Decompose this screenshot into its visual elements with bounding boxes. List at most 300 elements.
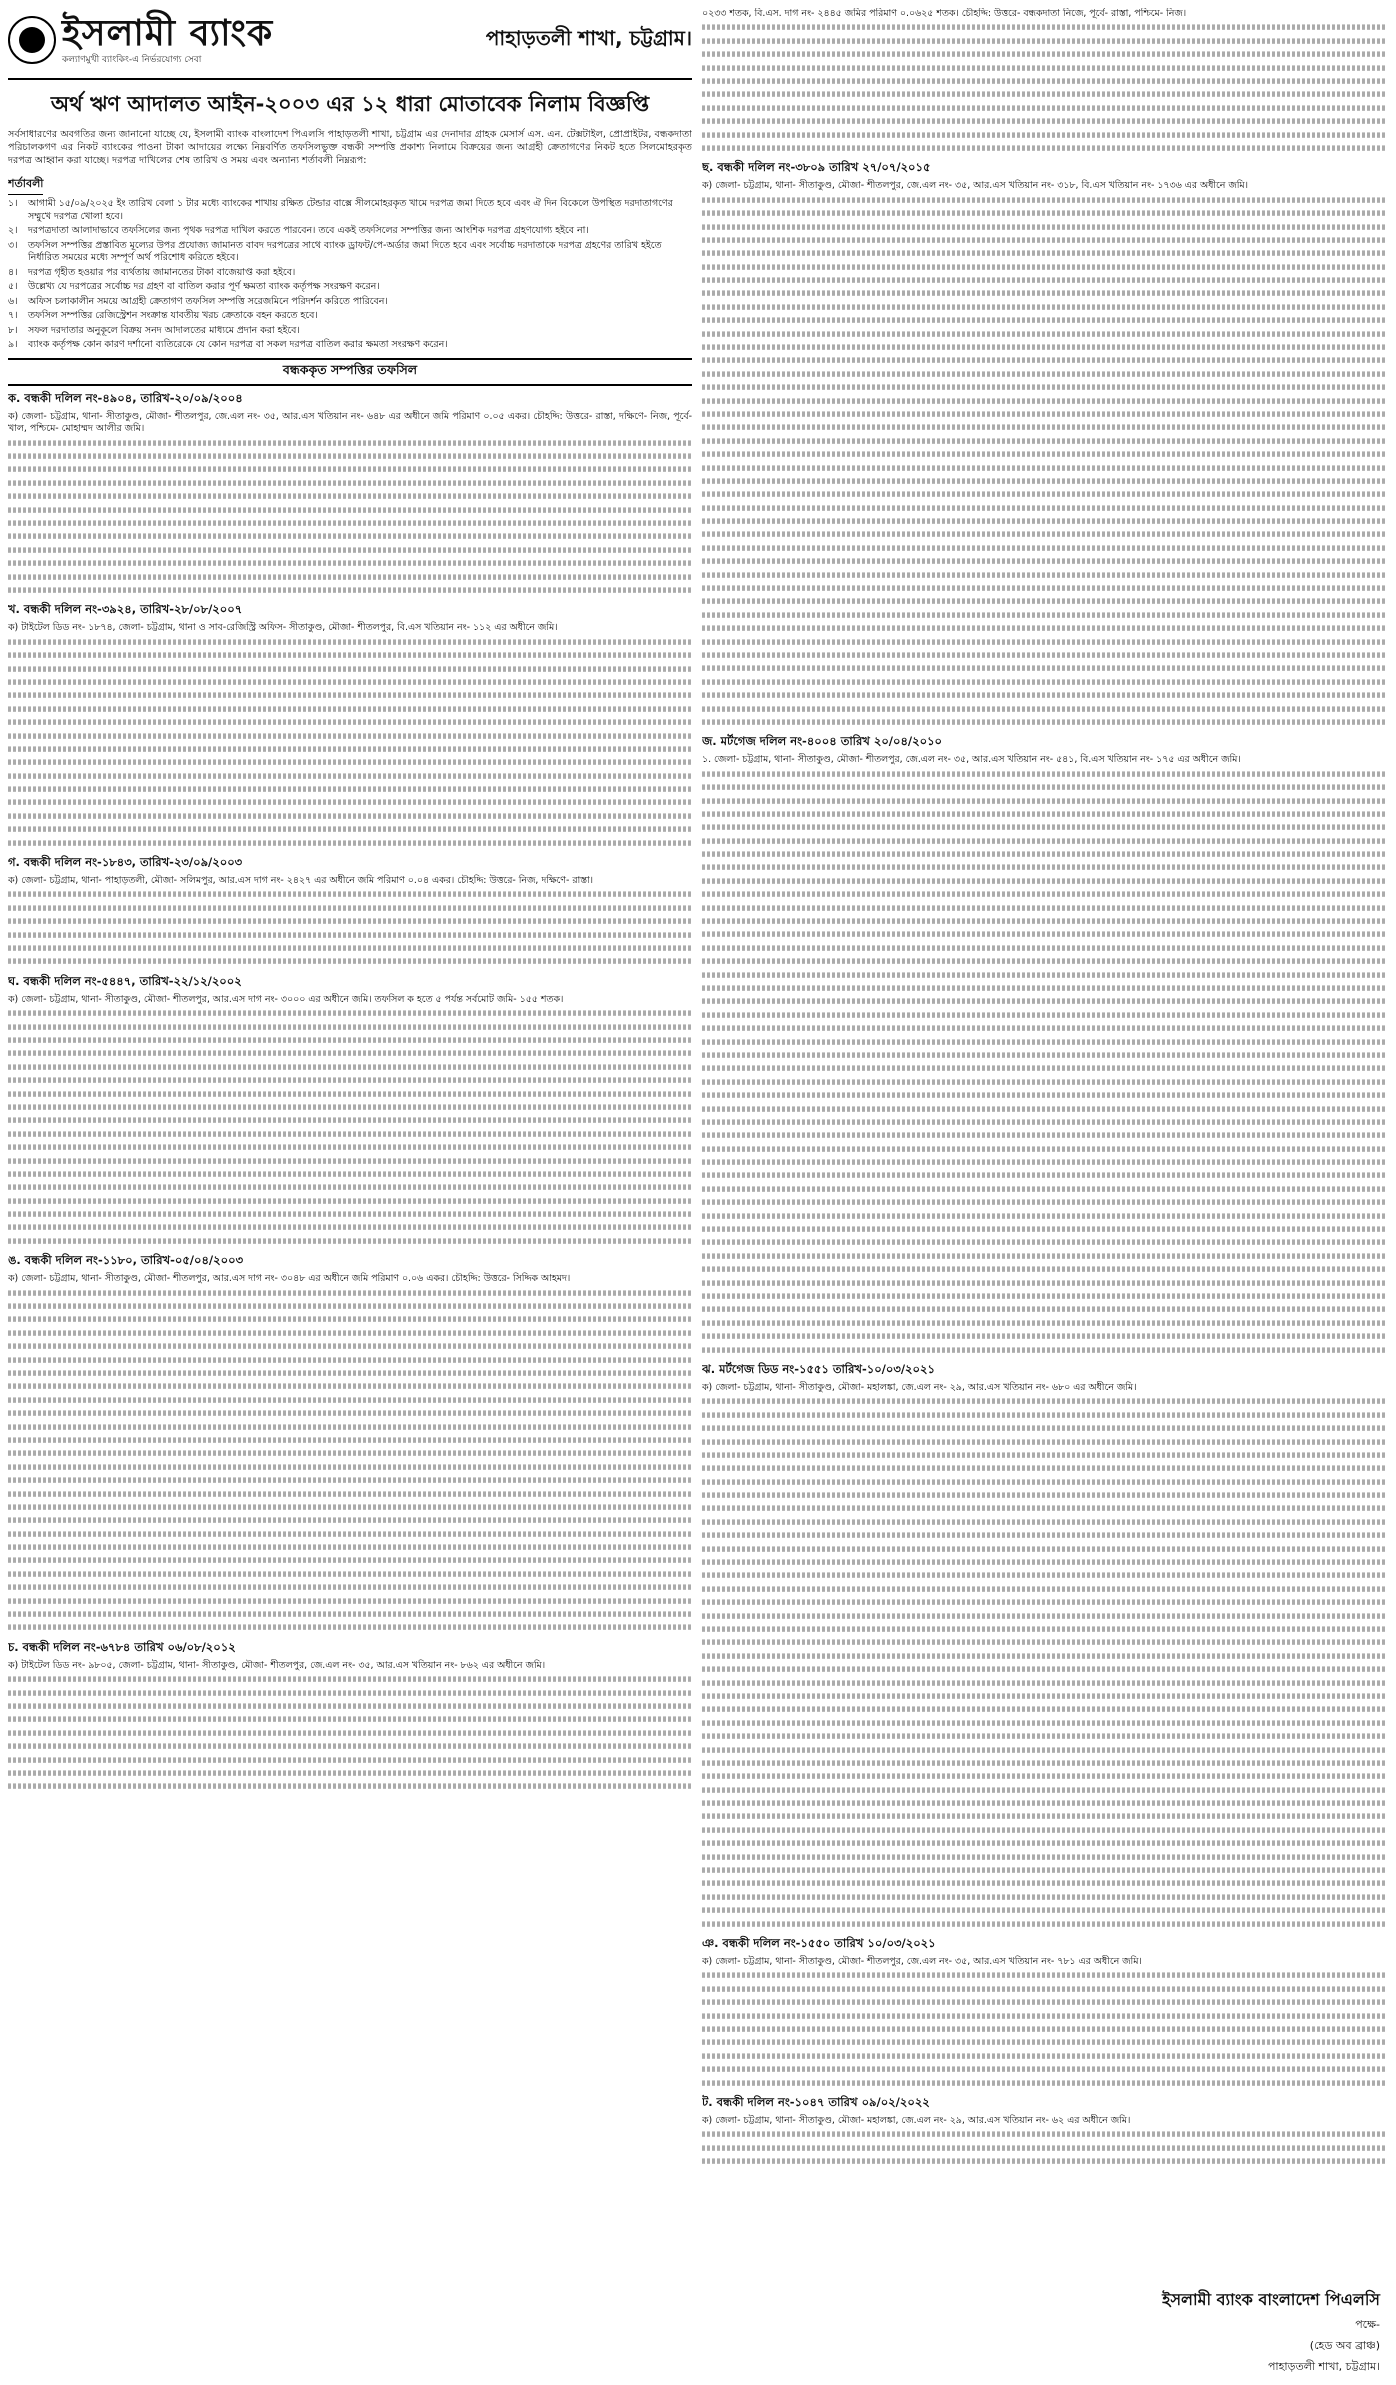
deed-text-line: [702, 1573, 1386, 1579]
conditions-title: শর্তাবলী: [8, 175, 43, 195]
deed-text-line: [702, 277, 1386, 283]
deed-text-line: [702, 1307, 1386, 1313]
condition-item: [8, 296, 692, 309]
deed-text-line: [8, 746, 692, 752]
deed-text-line: [8, 892, 692, 898]
deed-text-line: [8, 507, 692, 513]
deed-text-line: [702, 1774, 1386, 1780]
deed-text-line: [702, 1908, 1386, 1914]
deed-text-line: [702, 959, 1386, 965]
deed-text-line: [702, 1492, 1386, 1498]
deed-text-line: [8, 1518, 692, 1524]
deed-text-line: [702, 358, 1386, 364]
deed-heading: ঙ. বন্ধকী দলিল নং-১১৮০, তারিখ-০৫/০৪/২০০৩: [8, 1253, 244, 1268]
deed-text-line: [8, 706, 692, 712]
deed-text-line: [702, 344, 1386, 350]
deed-text-line: [8, 1411, 692, 1417]
condition-item: [8, 310, 692, 323]
deed-text-line: [8, 1770, 692, 1776]
deed-text-line: [702, 1787, 1386, 1793]
deed-text-line: [702, 1693, 1386, 1699]
deed-text-line: [702, 52, 1386, 58]
deed-section: [8, 973, 692, 1247]
deed-text-line: [702, 1334, 1386, 1340]
condition-text: অফিস চলাকালীন সময়ে আগ্রহী ক্রেতাগণ তফসিল সম্পত্তি সরেজমিনে পরিদর্শন করিতে পারিবেন।: [28, 295, 388, 307]
deed-text-line: [8, 693, 692, 699]
deed-text-line: [702, 291, 1386, 297]
deed-text-line: [702, 105, 1386, 111]
deed-text-line: [702, 1921, 1386, 1927]
deed-text-line: [702, 1894, 1386, 1900]
deed-text-line: [8, 1784, 692, 1790]
deed-text-line: [702, 132, 1386, 138]
deed-text-line: [702, 1747, 1386, 1753]
deed-text-line: [8, 1185, 692, 1191]
deed-text-line: [702, 2013, 1386, 2019]
deed-text-line: [702, 706, 1386, 712]
signature-block: [1162, 2287, 1380, 2377]
deed-text-line: [702, 492, 1386, 498]
deed-text-line: [702, 1973, 1386, 1979]
deed-text-line: [8, 1037, 692, 1043]
deed-text-line: [702, 2145, 1386, 2151]
deed-text-line: [702, 465, 1386, 471]
deed-text-line: [702, 1586, 1386, 1592]
deed-text-line: [702, 1426, 1386, 1432]
deed-text-line: [702, 532, 1386, 538]
deed-text-line: [702, 545, 1386, 551]
deed-text-line: [702, 1159, 1386, 1165]
deed-text-line: [702, 1720, 1386, 1726]
deed-text-line: [702, 785, 1386, 791]
deed-text-line: [702, 1452, 1386, 1458]
deed-text-line: [702, 1600, 1386, 1606]
deed-text-line: [702, 1106, 1386, 1112]
deed-text-line: [702, 1559, 1386, 1565]
deed-text-line: [8, 773, 692, 779]
deed-text-line: [8, 666, 692, 672]
deed-text-line: [8, 1424, 692, 1430]
condition-text: তফসিল সম্পত্তির রেজিস্ট্রেশন সংক্রান্ত যাবতীয় খরচ ক্রেতাকে বহন করতে হবে।: [28, 310, 318, 322]
deed-text-line: [8, 1104, 692, 1110]
deed-text-line: [8, 1078, 692, 1084]
deed-text-line: [702, 666, 1386, 672]
deed-text-line: [702, 945, 1386, 951]
deed-text-line: [8, 919, 692, 925]
condition-number: ১।: [8, 198, 18, 210]
deed-text-line: [702, 1253, 1386, 1259]
deeds-right-list: [702, 8, 1386, 2167]
condition-text: ব্যাংক কর্তৃপক্ষ কোন কারণ দর্শানো ব্যতিরেকে যে কোন দরপত্র বা সকল দরপত্র বাতিল করার ক্ষমতা সংরক্ষণ করেন।: [28, 339, 448, 351]
deed-text-line: [702, 2132, 1386, 2138]
deed-body: ক) জেলা- চট্টগ্রাম, থানা- সীতাকুণ্ড, মৌজা- শীতলপুর, জে.এল নং- ৩৫, আর.এস খতিয়ান নং- ৬৪৮ এর অধীনে জমি পরিমাণ ০.০৫ একর। চৌহদ্দি: উত্তরে- রাস্তা, দক্ষিণে- নিজ, পূর্বে- খাল, পশ্চিমে- মোহাম্মদ আলীর জমি।: [8, 410, 692, 435]
deed-text-line: [702, 811, 1386, 817]
branch-name: পাহাড়তলী শাখা, চট্টগ্রাম।: [485, 25, 692, 50]
deed-text-line: [8, 547, 692, 553]
deed-text-line: [702, 478, 1386, 484]
notice-intro: সর্বসাধারণের অবগতির জন্য জানানো যাচ্ছে যে, ইসলামী ব্যাংক বাংলাদেশ পিএলসি পাহাড়তলী শাখা, চট্টগ্রাম এর দেনাদার গ্রাহক মেসার্স এস. এন. টেক্সটাইল, প্রোপ্রাইটর, বন্ধকদাতা পরিচালকগণ এর নিকট ব্যাংকের পাওনা টাকা আদায়ের লক্ষ্যে নিম্নবর্ণিত তফসিলভুক্ত বন্ধকী সম্পত্তি প্রকাশ্য নিলামে বিক্রয়ের জন্য আগ্রহী ক্রেতাগণের নিকট হতে সিলমোহরকৃত দরপত্র আহ্বান করা যাচ্ছে। দরপত্র দাখিলের শেষ তারিখ ও সময় এবং অন্যান্য শর্তাবলী নিম্নরূপ:: [8, 129, 692, 166]
deed-heading: ছ. বন্ধকী দলিল নং-৩৮০৯ তারিখ ২৭/০৭/২০১৫: [702, 160, 931, 175]
schedule-title: বন্ধককৃত সম্পত্তির তফসিল: [8, 358, 692, 386]
deed-text-line: [8, 1598, 692, 1604]
deed-text-line: [702, 1039, 1386, 1045]
deed-section: [702, 1935, 1386, 2089]
deed-text-line: [702, 599, 1386, 605]
deed-section: [8, 854, 692, 968]
deed-text-line: [702, 719, 1386, 725]
deed-text-line: [702, 1066, 1386, 1072]
deed-text-line: [8, 1677, 692, 1683]
deed-text-line: [702, 652, 1386, 658]
deed-text-line: [702, 385, 1386, 391]
condition-number: ৭।: [8, 310, 18, 322]
deed-section: [8, 390, 692, 597]
deed-text-line: [702, 679, 1386, 685]
deed-text-line: [8, 1290, 692, 1296]
deed-body: ক) জেলা- চট্টগ্রাম, থানা- পাহাড়তলী, মৌজা- সলিমপুর, আর.এস দাগ নং- ২৪২৭ এর অধীনে জমি পরিমাণ ০.০৪ একর। চৌহদ্দি: উত্তরে- নিজ, দক্ষিণে- রাস্তা।: [8, 875, 594, 887]
signature-head: (হেড অব ব্রাঞ্চ): [1309, 2339, 1380, 2352]
deed-text-line: [8, 679, 692, 685]
right-column: [702, 8, 1386, 2385]
deed-text-line: [702, 693, 1386, 699]
deed-text-line: [8, 1478, 692, 1484]
deed-body: ক) টাইটেল ডিড নং- ৯৮০৫, জেলা- চট্টগ্রাম, থানা- সীতাকুণ্ড, মৌজা- শীতলপুর, জে.এল নং- ৩৫, আর.এস খতিয়ান নং- ৮৬২ এর অধীনে জমি।: [8, 1659, 546, 1671]
deed-text-line: [8, 1024, 692, 1030]
deed-body: ১. জেলা- চট্টগ্রাম, থানা- সীতাকুণ্ড, মৌজা- শীতলপুর, জে.এল নং- ৩৫, আর.এস খতিয়ান নং- ৫৪১, বি.এস খতিয়ান নং- ১৭৫ এর অধীনে জমি।: [702, 754, 1241, 766]
condition-item: [8, 240, 692, 265]
deed-text-line: [702, 65, 1386, 71]
deed-text-line: [702, 1800, 1386, 1806]
deed-text-line: [702, 452, 1386, 458]
deed-text-line: [702, 1546, 1386, 1552]
deed-text-line: [8, 813, 692, 819]
deed-text-line: [702, 1093, 1386, 1099]
deed-text-line: [8, 561, 692, 567]
deed-text-line: [8, 1225, 692, 1231]
deed-text-line: [8, 905, 692, 911]
deed-text-line: [702, 505, 1386, 511]
deed-text-line: [8, 440, 692, 446]
deed-text-line: [702, 1881, 1386, 1887]
deed-text-line: [8, 494, 692, 500]
condition-item: [8, 325, 692, 338]
deed-body: ক) জেলা- চট্টগ্রাম, থানা- সীতাকুণ্ড, মৌজা- শীতলপুর, আর.এস দাগ নং- ৩০০০ এর অধীনে জমি। তফসিল ক হতে ৫ পর্যন্ত সর্বমোট জমি- ১৫৫ শতক।: [8, 993, 564, 1005]
deed-text-line: [702, 1854, 1386, 1860]
deed-text-line: [8, 1717, 692, 1723]
deed-text-line: [8, 1064, 692, 1070]
condition-text: দরপত্র গৃহীত হওয়ার পর ব্যর্থতায় জামানতের টাকা বাজেয়াপ্ত করা হইবে।: [28, 266, 296, 278]
deed-text-line: [8, 1211, 692, 1217]
deed-text-line: [702, 626, 1386, 632]
deed-text-line: [8, 520, 692, 526]
left-column: [8, 8, 692, 2385]
deed-section: [8, 1252, 692, 1634]
deed-section: [702, 159, 1386, 728]
condition-item: [8, 198, 692, 223]
deed-text-line: [8, 1198, 692, 1204]
deed-text-line: [8, 1437, 692, 1443]
condition-text: সফল দরদাতার অনুকূলে বিক্রয় সনদ আদালতের মাধ্যমে প্রদান করা হইবে।: [28, 324, 300, 336]
deed-text-line: [702, 2053, 1386, 2059]
deed-text-line: [702, 211, 1386, 217]
deed-text-line: [8, 787, 692, 793]
deed-text-line: [8, 1158, 692, 1164]
deed-text-line: [8, 1571, 692, 1577]
deed-text-line: [8, 653, 692, 659]
conditions-list: [8, 198, 692, 352]
deed-text-line: [702, 25, 1386, 31]
bank-name: ইসলামী ব্যাংক: [62, 11, 274, 54]
deed-body: ক) জেলা- চট্টগ্রাম, থানা- সীতাকুণ্ড, মৌজা- শীতলপুর, আর.এস দাগ নং- ৩০৪৮ এর অধীনে জমি পরিমাণ ০.০৬ একর। চৌহদ্দি: উত্তরে- সিদ্দিক আহমদ।: [8, 1273, 571, 1285]
deed-text-line: [8, 1544, 692, 1550]
bank-logo: [8, 11, 274, 67]
deed-text-line: [702, 559, 1386, 565]
deed-text-line: [702, 1827, 1386, 1833]
condition-text: আগামী ১৫/০৯/২০২৫ ইং তারিখ বেলা ১ টার মধ্যে ব্যাংকের শাখায় রক্ষিত টেন্ডার বাক্সে সীলমোহরকৃত খামে দরপত্র জমা দিতে হবে এবং ঐ দিন বিকেলে উপস্থিত দরদাতাগণের সম্মুখে দরপত্র খোলা হবে।: [28, 198, 673, 222]
signature-branch: পাহাড়তলী শাখা, চট্টগ্রাম।: [1267, 2360, 1380, 2373]
deed-text-line: [8, 945, 692, 951]
deed-text-line: [702, 2080, 1386, 2086]
deed-text-line: [8, 1585, 692, 1591]
deed-text-line: [702, 771, 1386, 777]
deed-text-line: [702, 1226, 1386, 1232]
deed-heading: ঘ. বন্ধকী দলিল নং-৫৪৪৭, তারিখ-২২/১২/২০০২: [8, 973, 242, 988]
deed-text-line: [8, 1703, 692, 1709]
deed-text-line: [702, 1734, 1386, 1740]
deed-text-line: [702, 1519, 1386, 1525]
deed-text-line: [702, 2026, 1386, 2032]
bank-tagline: কল্যাণমুখী ব্যাংকিং-এ নির্ভরযোগ্য সেবা: [62, 54, 202, 65]
deed-text-line: [702, 1680, 1386, 1686]
deed-section: [702, 2094, 1386, 2168]
signature-pokkhe: পক্ষে-: [1355, 2318, 1380, 2331]
deed-section: [8, 601, 692, 849]
deed-text-line: [702, 1200, 1386, 1206]
deed-text-line: [702, 264, 1386, 270]
deed-text-line: [702, 78, 1386, 84]
deed-text-line: [702, 1293, 1386, 1299]
deed-text-line: [702, 1186, 1386, 1192]
deed-text-line: [702, 838, 1386, 844]
deed-heading: গ. বন্ধকী দলিল নং-১৮৪৩, তারিখ-২৩/০৯/২০০৩: [8, 855, 243, 870]
deed-text-line: [8, 932, 692, 938]
deed-text-line: [8, 1504, 692, 1510]
deed-heading: ঞ. বন্ধকী দলিল নং-১৫৫০ তারিখ ১০/০৩/২০২১: [702, 1935, 936, 1950]
deed-text-line: [702, 1439, 1386, 1445]
deed-body: ক) জেলা- চট্টগ্রাম, থানা- সীতাকুণ্ড, মৌজা- মহালঙ্কা, জে.এল নং- ২৯, আর.এস খতিয়ান নং- ৬২ এর অধীনে জমি।: [702, 2114, 1131, 2126]
condition-item: [8, 225, 692, 238]
deed-text-line: [702, 331, 1386, 337]
deed-text-line: [8, 1303, 692, 1309]
deed-body: ০২৩৩ শতক, বি.এস. দাগ নং- ২৪৪৫ জমির পরিমাণ ০.০৬২৫ শতক। চৌহদ্দি: উত্তরে- বন্ধকদাতা নিজে, পূর্বে- রাস্তা, পশ্চিমে- নিজ।: [702, 8, 1187, 19]
condition-number: ৬।: [8, 295, 18, 307]
deed-text-line: [8, 1357, 692, 1363]
deed-text-line: [702, 1173, 1386, 1179]
deed-text-line: [702, 2067, 1386, 2073]
deed-text-line: [702, 612, 1386, 618]
deed-text-line: [702, 145, 1386, 151]
deed-text-line: [8, 1370, 692, 1376]
deed-text-line: [702, 1240, 1386, 1246]
deed-text-line: [702, 825, 1386, 831]
notice-header: [8, 8, 692, 80]
deed-text-line: [8, 827, 692, 833]
deed-text-line: [702, 1613, 1386, 1619]
condition-number: ২।: [8, 225, 18, 237]
deed-section: [702, 8, 1386, 154]
deed-text-line: [8, 454, 692, 460]
deed-text-line: [8, 840, 692, 846]
deed-text-line: [702, 639, 1386, 645]
deed-text-line: [702, 38, 1386, 44]
deed-body: ক) জেলা- চট্টগ্রাম, থানা- সীতাকুণ্ড, মৌজা- শীতলপুর, জে.এল নং- ৩৫, আর.এস খতিয়ান নং- ৩১৮, বি.এস খতিয়ান নং- ১৭৩৬ এর অধীনে জমি।: [702, 180, 1248, 192]
deed-text-line: [8, 1611, 692, 1617]
deed-text-line: [8, 1131, 692, 1137]
condition-item: [8, 267, 692, 280]
deed-text-line: [702, 1399, 1386, 1405]
deed-text-line: [702, 572, 1386, 578]
deed-text-line: [702, 1012, 1386, 1018]
deed-text-line: [702, 1052, 1386, 1058]
deed-text-line: [702, 1133, 1386, 1139]
deed-text-line: [702, 1653, 1386, 1659]
condition-item: [8, 281, 692, 294]
deed-text-line: [702, 398, 1386, 404]
deed-text-line: [8, 1757, 692, 1763]
deed-text-line: [702, 865, 1386, 871]
deed-text-line: [702, 1506, 1386, 1512]
deed-section: [702, 733, 1386, 1356]
deed-text-line: [702, 304, 1386, 310]
deed-text-line: [702, 224, 1386, 230]
deed-text-line: [702, 197, 1386, 203]
deed-text-line: [702, 1412, 1386, 1418]
deed-text-line: [702, 1533, 1386, 1539]
deed-heading: ঝ. মর্টগেজ ডিড নং-১৫৫১ তারিখ-১০/০৩/২০২১: [702, 1361, 935, 1376]
deed-text-line: [702, 999, 1386, 1005]
deed-text-line: [702, 878, 1386, 884]
deed-text-line: [702, 1320, 1386, 1326]
deed-text-line: [702, 892, 1386, 898]
deed-text-line: [8, 959, 692, 965]
deed-text-line: [702, 1079, 1386, 1085]
deed-text-line: [8, 1091, 692, 1097]
signature-bank: ইসলামী ব্যাংক বাংলাদেশ পিএলসি: [1162, 2290, 1380, 2309]
deed-text-line: [702, 585, 1386, 591]
deed-text-line: [8, 1145, 692, 1151]
condition-number: ৩।: [8, 239, 18, 251]
deed-heading: ক. বন্ধকী দলিল নং-৪৯০৪, তারিখ-২০/০৯/২০০৪: [8, 390, 243, 405]
deed-text-line: [702, 1267, 1386, 1273]
deed-text-line: [8, 1317, 692, 1323]
deed-text-line: [702, 519, 1386, 525]
deed-heading: ট. বন্ধকী দলিল নং-১০৪৭ তারিখ ০৯/০২/২০২২: [702, 2094, 930, 2109]
condition-number: ৮।: [8, 324, 18, 336]
deed-heading: চ. বন্ধকী দলিল নং-৬৭৮৪ তারিখ ০৬/০৮/২০১২: [8, 1639, 236, 1654]
deed-text-line: [702, 1667, 1386, 1673]
deed-text-line: [702, 425, 1386, 431]
deed-text-line: [702, 932, 1386, 938]
deed-text-line: [702, 371, 1386, 377]
deed-text-line: [8, 1451, 692, 1457]
condition-text: দরপত্রদাতা আলাদাভাবে তফসিলের জন্য পৃথক দরপত্র দাখিল করতে পারবেন। তবে একই তফসিলের সম্পত্তির জন্য আংশিক দরপত্র গ্রহণযোগ্য হইবে না।: [28, 225, 589, 237]
deed-text-line: [702, 1479, 1386, 1485]
deed-text-line: [702, 2000, 1386, 2006]
condition-item: [8, 339, 692, 352]
deed-text-line: [702, 92, 1386, 98]
deed-text-line: [8, 1558, 692, 1564]
deed-text-line: [702, 1280, 1386, 1286]
bank-emblem-icon: [8, 16, 56, 64]
deed-text-line: [8, 800, 692, 806]
deed-text-line: [702, 798, 1386, 804]
deed-section: [8, 1639, 692, 1793]
deed-text-line: [702, 411, 1386, 417]
deed-text-line: [8, 480, 692, 486]
condition-number: ৪।: [8, 266, 18, 278]
deed-text-line: [8, 534, 692, 540]
deeds-left-list: [8, 390, 692, 1793]
deed-text-line: [702, 1146, 1386, 1152]
deed-text-line: [8, 639, 692, 645]
deed-text-line: [8, 1625, 692, 1631]
deed-text-line: [8, 1690, 692, 1696]
deed-heading: খ. বন্ধকী দলিল নং-৩৯২৪, তারিখ-২৮/০৮/২০০৭: [8, 602, 243, 617]
deed-text-line: [702, 237, 1386, 243]
deed-text-line: [8, 1491, 692, 1497]
deed-text-line: [8, 1171, 692, 1177]
deed-text-line: [8, 720, 692, 726]
deed-text-line: [8, 574, 692, 580]
deed-text-line: [702, 1814, 1386, 1820]
deed-text-line: [702, 852, 1386, 858]
condition-text: উল্লেখ্য যে দরপত্রের সর্বোচ্চ দর গ্রহণ বা বাতিল করার পূর্ণ ক্ষমতা ব্যাংক কর্তৃপক্ষ সংরক্ষণ করেন।: [28, 281, 380, 293]
deed-text-line: [702, 1213, 1386, 1219]
deed-text-line: [8, 1384, 692, 1390]
deed-text-line: [8, 1397, 692, 1403]
deed-section: [702, 1361, 1386, 1930]
deed-text-line: [8, 733, 692, 739]
deed-text-line: [702, 1347, 1386, 1353]
deed-text-line: [8, 1118, 692, 1124]
deed-text-line: [702, 1760, 1386, 1766]
deed-body: ক) জেলা- চট্টগ্রাম, থানা- সীতাকুণ্ড, মৌজা- শীতলপুর, জে.এল নং- ৩৫, আর.এস খতিয়ান নং- ৭৮১ এর অধীনে জমি।: [702, 1955, 1142, 1967]
notice-title: অর্থ ঋণ আদালত আইন-২০০৩ এর ১২ ধারা মোতাবেক নিলাম বিজ্ঞপ্তি: [50, 92, 650, 116]
deed-text-line: [8, 760, 692, 766]
deed-text-line: [702, 1867, 1386, 1873]
deed-text-line: [702, 1466, 1386, 1472]
deed-text-line: [702, 1026, 1386, 1032]
deed-text-line: [702, 119, 1386, 125]
condition-number: ৯।: [8, 339, 18, 351]
deed-text-line: [702, 985, 1386, 991]
condition-number: ৫।: [8, 281, 18, 293]
deed-text-line: [702, 438, 1386, 444]
deed-text-line: [702, 251, 1386, 257]
deed-text-line: [702, 1841, 1386, 1847]
deed-text-line: [8, 1238, 692, 1244]
deed-body: ক) টাইটেল ডিড নং- ১৮৭৪, জেলা- চট্টগ্রাম, থানা ও সাব-রেজিস্ট্রি অফিস- সীতাকুণ্ড, মৌজা- শীতলপুর, বি.এস খতিয়ান নং- ১১২ এর অধীনে জমি।: [8, 622, 558, 634]
deed-text-line: [8, 1344, 692, 1350]
deed-text-line: [8, 1330, 692, 1336]
condition-text: তফসিল সম্পত্তির প্রস্তাবিত মূল্যের উপর প্রযোজ্য জামানত বাবদ দরপত্রের সাথে ব্যাংক ড্রাফট/পে-অর্ডার জমা দিতে হবে এবং সর্বোচ্চ দরদাতাকে দরপত্র গ্রহণের তারিখ হইতে নির্ধারিত সময়ের মধ্যে সম্পূর্ণ অর্থ পরিশোধ করিতে হইবে।: [28, 239, 662, 264]
deed-text-line: [8, 1011, 692, 1017]
deed-text-line: [702, 1707, 1386, 1713]
deed-text-line: [8, 1744, 692, 1750]
deed-text-line: [702, 1119, 1386, 1125]
deed-text-line: [702, 1640, 1386, 1646]
deed-text-line: [8, 467, 692, 473]
